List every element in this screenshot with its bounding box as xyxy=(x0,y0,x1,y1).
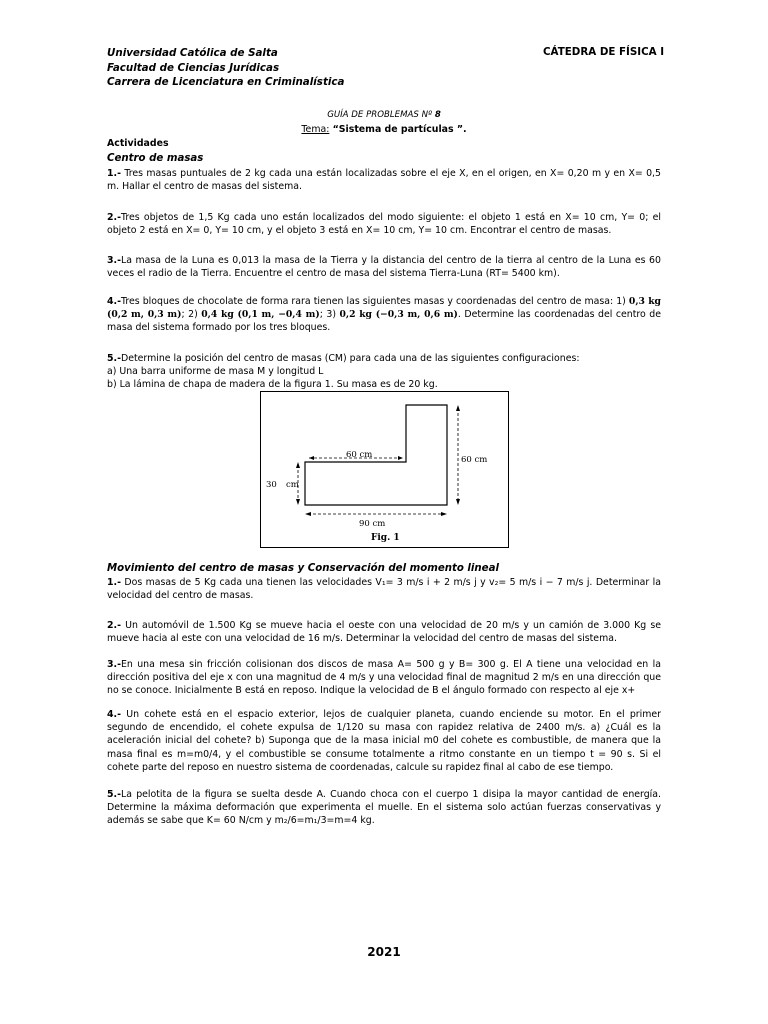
guide-title: GUÍA DE PROBLEMAS Nº 8 xyxy=(327,110,441,120)
topic-text: “Sistema de partículas ”. xyxy=(329,124,467,135)
figure-1-drawing xyxy=(261,392,510,549)
problem-2-3: 3.-En una mesa sin fricción colisionan dos discos de masa A= 500 g y B= 300 g. El A tiene una velocidad en la dirección positiva del eje x con una magnitud de 4 m/s y una velocidad final de magnitud 2 m/s en una dirección que no se conoce. Inicialmente B está en reposo. Indique la velocidad de B el ángulo formado con respecto al eje x+ xyxy=(107,659,661,697)
label-60cm-right: 60 cm xyxy=(461,455,488,465)
label-30-unit: cm xyxy=(286,480,299,490)
problem-2-2: 2.- Un automóvil de 1.500 Kg se mueve hacia el oeste con una velocidad de 20 m/s y un camión de 3.000 Kg se mueve hacia al este con una velocidad de 16 m/s. Determinar la velocidad del centro de masas del sistema. xyxy=(107,620,661,645)
activities-heading: Actividades xyxy=(107,138,169,149)
label-30: 30 xyxy=(266,480,277,490)
problem-2-1: 1.- Dos masas de 5 Kg cada una tienen las velocidades V₁= 3 m/s i + 2 m/s j y v₂= 5 m/s i − 7 m/s j. Determinar la velocidad del centro de masas. xyxy=(107,577,661,602)
chair-name: CÁTEDRA DE FÍSICA I xyxy=(543,46,665,58)
problem-1-5-a: a) Una barra uniforme de masa M y longitud L xyxy=(107,366,324,378)
guide-topic xyxy=(0,124,768,137)
plate-outline xyxy=(305,405,447,505)
footer-year: 2021 xyxy=(367,945,401,959)
section-heading-center-of-mass: Centro de masas xyxy=(107,153,204,164)
university-name: Universidad Católica de Salta xyxy=(107,47,278,59)
figure-1 xyxy=(260,391,509,548)
figure-caption: Fig. 1 xyxy=(371,533,400,543)
faculty-name: Facultad de Ciencias Jurídicas xyxy=(107,61,280,74)
problem-1-5-b: b) La lámina de chapa de madera de la figura 1. Su masa es de 20 kg. xyxy=(107,379,438,391)
section-heading-momentum: Movimiento del centro de masas y Conservación del momento lineal xyxy=(107,563,499,574)
problem-2-4: 4.- Un cohete está en el espacio exterior, lejos de cualquier planeta, cuando enciende su motor. En el primer segundo de encendido, el cohete expulsa de 1/120 su masa con rapidez relativa de 2400 m/s. a) ¿Cuál es la aceleración inicial del cohete? b) Suponga que de la masa inicial m0 del cohete es combustible, de manera que la masa final es m=m0/4, y el combustible se consume totalmente a ritmo constante en un tiempo t = 90 s. Si el cohete parte del reposo en nuestro sistema de coordenadas, calcule su rapidez final al cabo de ese tiempo. xyxy=(107,709,661,773)
label-90cm: 90 cm xyxy=(359,519,386,529)
problem-1-4: 4.-Tres bloques de chocolate de forma rara tienen las siguientes masas y coordenadas del centro de masa: 1) 0,3 kg (0,2 m, 0,3 m); 2) 0,4 kg (0,1 m, −0,4 m); 3) 0,2 kg (−0,3 m, 0,6 m). Determine las coordenadas del centro de masa del sistema formado por los tres bloques. xyxy=(107,296,661,334)
career-name: Carrera de Licenciatura en Criminalística xyxy=(107,76,345,88)
topic-label: Tema: xyxy=(301,124,330,135)
problem-1-2: 2.-Tres objetos de 1,5 Kg cada uno están localizados del modo siguiente: el objeto 1 está en X= 10 cm, Y= 0; el objeto 2 está en X= 0, Y= 10 cm, y el objeto 3 está en X= 10 cm, Y= 10 cm. Encontrar el centro de masas. xyxy=(107,212,661,237)
problem-1-1: 1.- Tres masas puntuales de 2 kg cada una están localizadas sobre el eje X, en el origen, en X= 0,20 m y en X= 0,5 m. Hallar el centro de masas del sistema. xyxy=(107,168,661,193)
problem-1-5: 5.-Determine la posición del centro de masas (CM) para cada una de las siguientes configuraciones: a) Una barra uniforme de masa M y longitud L b) La lámina de chapa de madera de la figura 1. Su masa es de 20 kg. xyxy=(107,352,661,392)
problem-2-5: 5.-La pelotita de la figura se suelta desde A. Cuando choca con el cuerpo 1 disipa la mayor cantidad de energía. Determine la máxima deformación que experimenta el muelle. En el sistema solo actúan fuerzas conservativas y además se sabe que K= 60 N/cm y m₂/6=m₁/3=m=4 kg. xyxy=(107,789,661,827)
guide-number: 8 xyxy=(434,110,441,120)
label-60cm-top: 60 cm xyxy=(346,450,373,460)
institution-block xyxy=(107,46,344,90)
problem-1-3: 3.-La masa de la Luna es 0,013 la masa de la Tierra y la distancia del centro de la tierra al centro de la Luna es 60 veces el radio de la Tierra. Encuentre el centro de masa del sistema Tierra-Luna (RT= 5400 km). xyxy=(107,255,661,280)
